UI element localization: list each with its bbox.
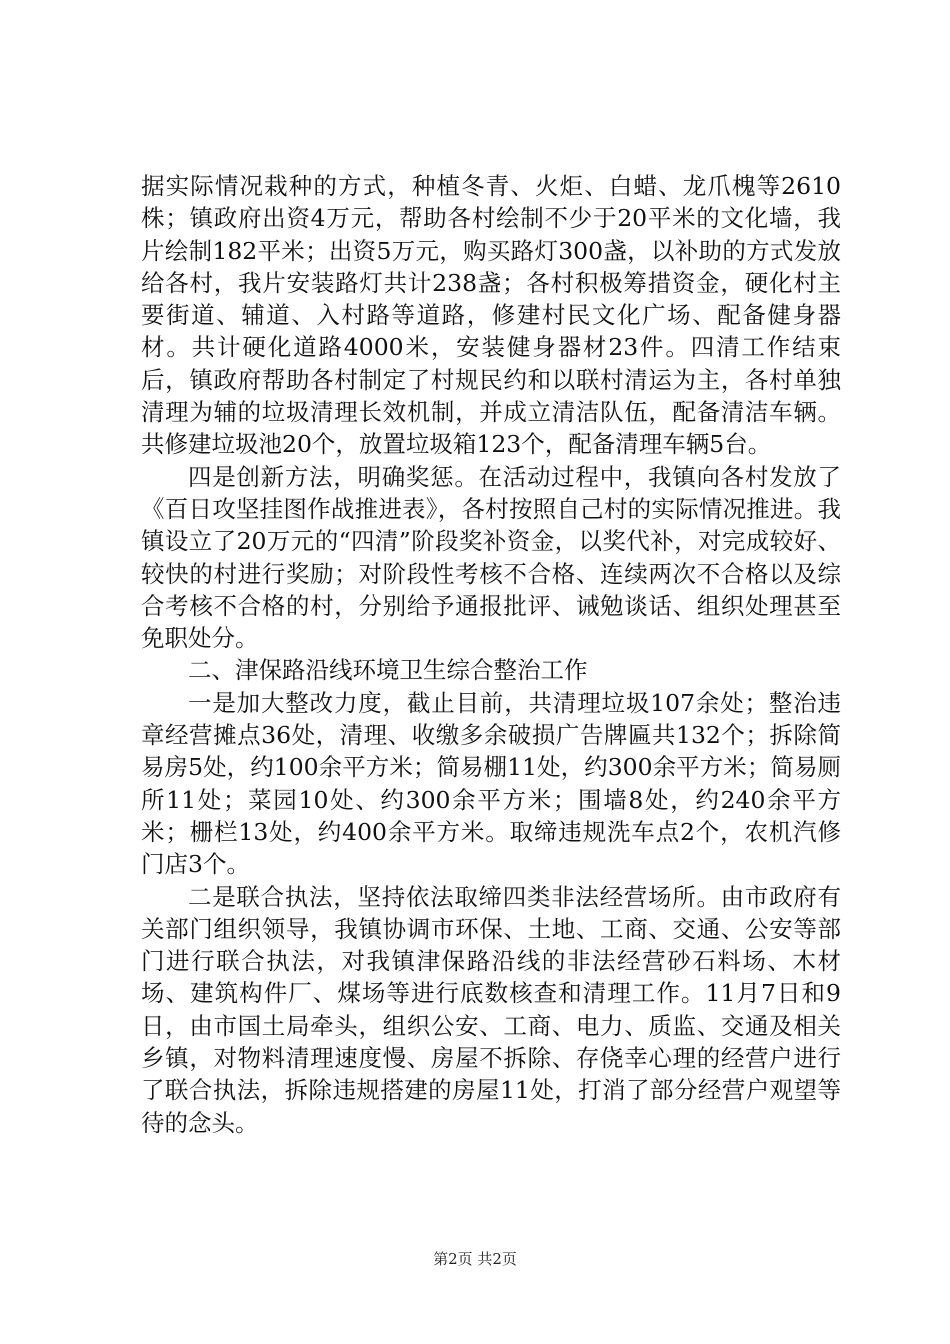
- paragraph-3: 一是加大整改力度，截止目前，共清理垃圾107余处；整治违章经营摊点36处，清理、收缴多余破损广告牌匾共132个；拆除简易房5处，约100余平方米；简易棚11处，约300余平方米；简易厕所11处；菜园10处、约300余平方米；围墙8处，约240余平方米；栅栏13处，约400余平方米。取缔违规洗车点2个，农机汽修门店3个。: [141, 688, 841, 879]
- page-footer: 第2页 共2页: [433, 1250, 517, 1268]
- paragraph-2: 四是创新方法，明确奖惩。在活动过程中，我镇向各村发放了《百日攻坚挂图作战推进表》，各村按照自己村的实际情况推进。我镇设立了20万元的“四清”阶段奖补资金，以奖代补，对完成较好、较快的村进行奖励；对阶段性考核不合格、连续两次不合格以及综合考核不合格的村，分别给予通报批评、诫勉谈话、组织处理甚至免职处分。: [141, 462, 841, 653]
- document-body: [141, 170, 841, 1139]
- section-heading: 二、津保路沿线环境卫生综合整治工作: [188, 656, 588, 685]
- paragraph-4: 二是联合执法，坚持依法取缔四类非法经营场所。由市政府有关部门组织领导，我镇协调市环保、土地、工商、交通、公安等部门进行联合执法，对我镇津保路沿线的非法经营砂石料场、木材场、建筑构件厂、煤场等进行底数核查和清理工作。11月7日和9日，由市国土局牵头，组织公安、工商、电力、质监、交通及相关乡镇，对物料清理速度慢、房屋不拆除、存侥幸心理的经营户进行了联合执法，拆除违规搭建的房屋11处，打消了部分经营户观望等待的念头。: [141, 882, 841, 1137]
- paragraph-1: 据实际情况栽种的方式，种植冬青、火炬、白蜡、龙爪槐等2610株；镇政府出资4万元，帮助各村绘制不少于20平米的文化墙，我片绘制182平米；出资5万元，购买路灯300盏，以补助的方式发放给各村，我片安装路灯共计238盏；各村积极筹措资金，硬化村主要街道、辅道、入村路等道路，修建村民文化广场、配备健身器材。共计硬化道路4000米，安装健身器材23件。四清工作结束后，镇政府帮助各村制定了村规民约和以联村清运为主，各村单独清理为辅的垃圾清理长效机制，并成立清洁队伍，配备清洁车辆。共修建垃圾池20个，放置垃圾箱123个，配备清理车辆5台。: [141, 172, 841, 459]
